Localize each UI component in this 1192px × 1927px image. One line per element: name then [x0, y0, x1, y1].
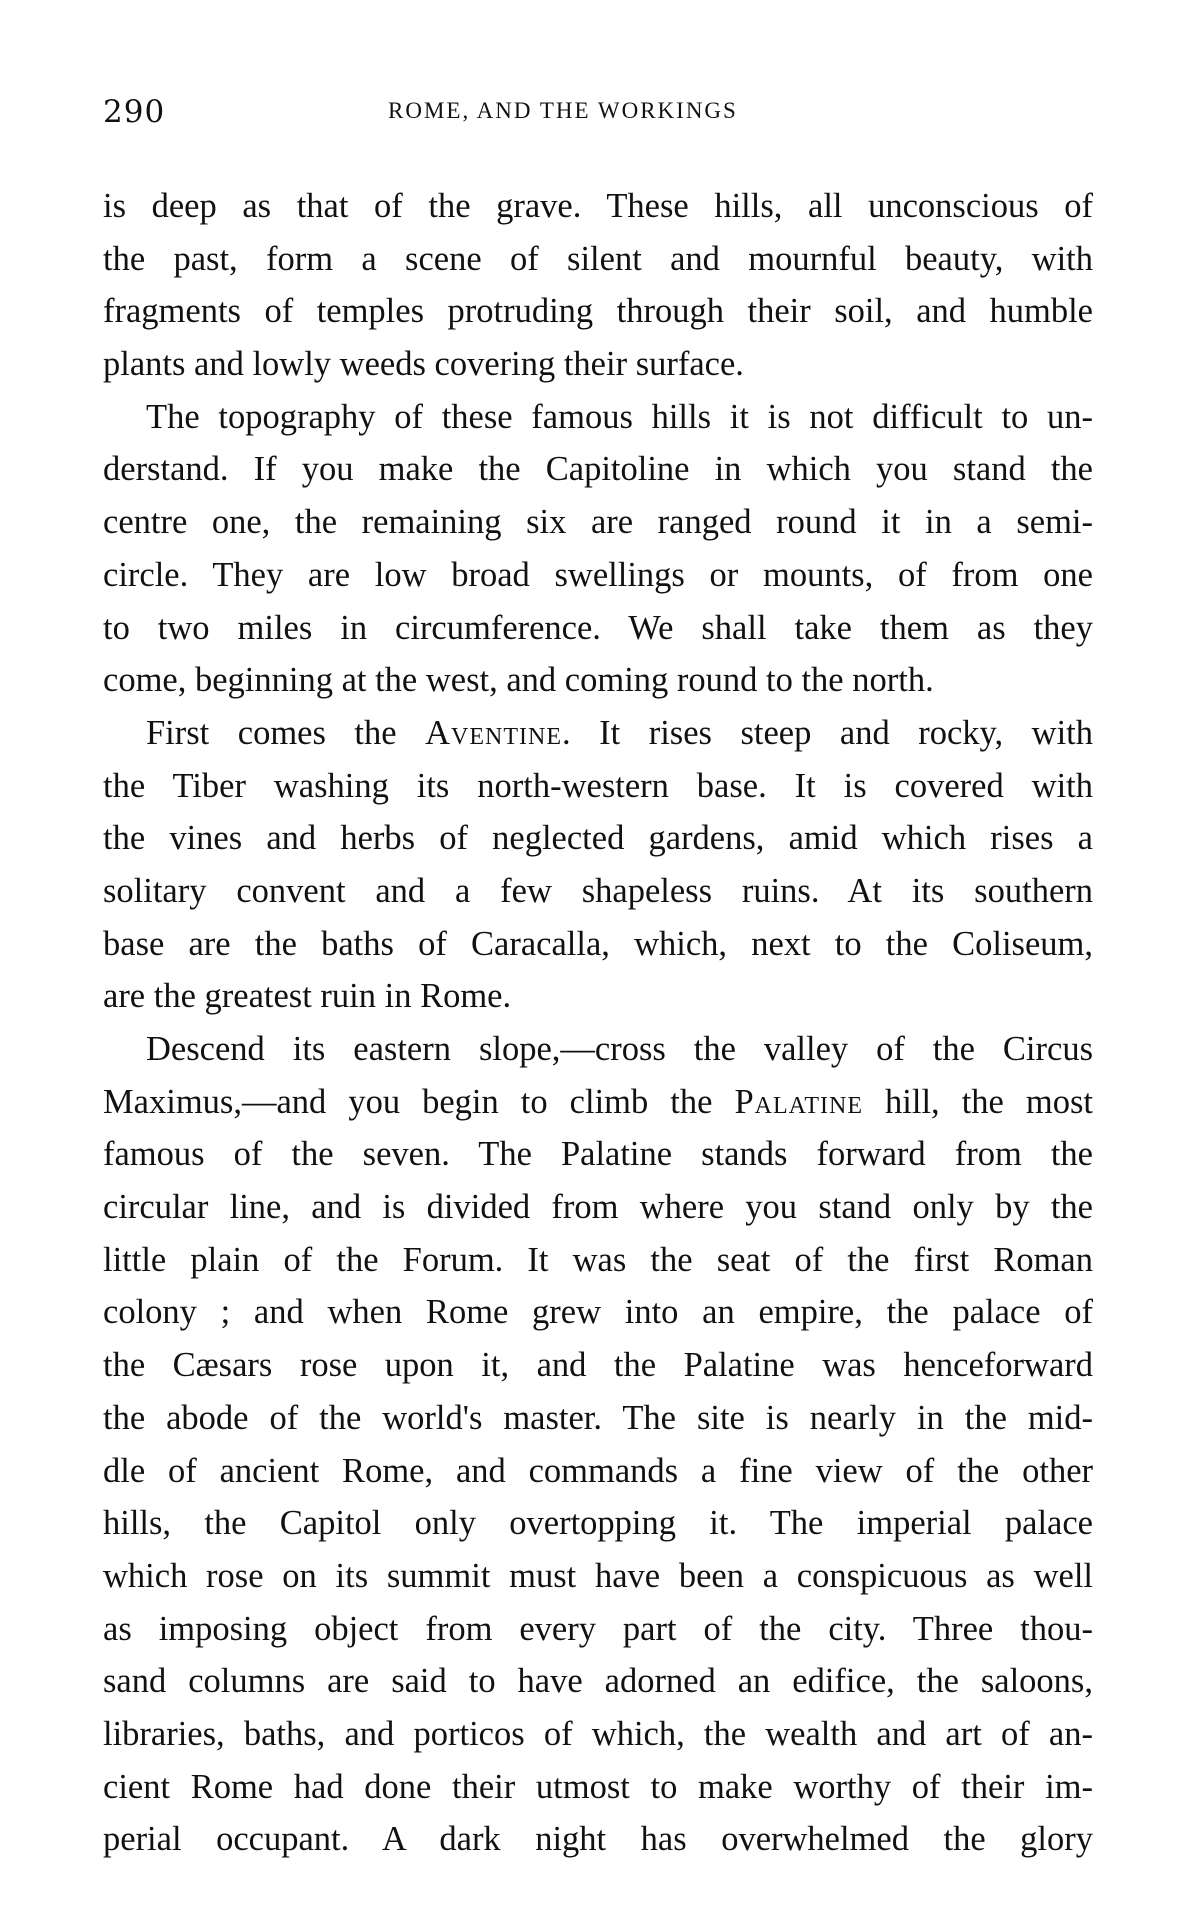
text-line: derstand. If you make the Capitoline in which you stand the [103, 450, 1093, 489]
text-line: hills, the Capitol only overtopping it. The imperial palace [103, 1504, 1093, 1543]
text-line: are the greatest ruin in Rome. [103, 977, 512, 1016]
text-line: circular line, and is divided from where you stand only by the [103, 1188, 1093, 1227]
text-line: Descend its eastern slope,—cross the valley of the Circus [146, 1030, 1093, 1068]
text-run: hill, the most [862, 1082, 1093, 1121]
text-line: base are the baths of Caracalla, which, next to the Coliseum, [103, 924, 1093, 963]
text-line: to two miles in circumference. We shall take them as they [103, 608, 1093, 647]
text-line: perial occupant. A dark night has overwhelmed the glory [103, 1820, 1093, 1859]
text-line: solitary convent and a few shapeless ruins. At its southern [103, 871, 1093, 910]
text-line: centre one, the remaining six are ranged round it in a semi- [103, 503, 1093, 542]
body-text [103, 180, 1093, 1866]
text-line: cient Rome had done their utmost to make worthy of their im- [103, 1767, 1093, 1806]
text-run: First comes the [146, 713, 426, 752]
text-line: circle. They are low broad swellings or mounts, of from one [103, 555, 1093, 594]
text-line: dle of ancient Rome, and commands a fine view of the other [103, 1451, 1093, 1490]
text-line: which rose on its summit must have been a conspicuous as well [103, 1556, 1093, 1595]
text-line: the Cæsars rose upon it, and the Palatine was henceforward [103, 1346, 1093, 1385]
page-number: 290 [103, 94, 166, 130]
text-line: the Tiber washing its north-western base. It is covered with [103, 766, 1093, 805]
text-line: fragments of temples protruding through their soil, and humble [103, 292, 1093, 331]
text-line [103, 707, 1093, 760]
text-line: sand columns are said to have adorned an edifice, the saloons, [103, 1662, 1093, 1701]
text-line: The topography of these famous hills it is not difficult to un- [146, 397, 1093, 436]
running-head [103, 88, 1093, 138]
text-line: the past, form a scene of silent and mournful beauty, with [103, 239, 1093, 278]
text-line [103, 1076, 1093, 1129]
hill-name-aventine: Aventine [425, 713, 562, 752]
hill-name-palatine: Palatine [734, 1082, 863, 1121]
text-line: the vines and herbs of neglected gardens, amid which rises a [103, 819, 1093, 858]
text-line: famous of the seven. The Palatine stands forward from the [103, 1135, 1093, 1174]
running-title: ROME, AND THE WORKINGS [388, 98, 738, 123]
text-line: as imposing object from every part of the city. Three thou- [103, 1609, 1093, 1648]
text-line: the abode of the world's master. The site is nearly in the mid- [103, 1398, 1093, 1437]
text-line: little plain of the Forum. It was the seat of the first Roman [103, 1240, 1093, 1279]
text-line: is deep as that of the grave. These hills, all unconscious of [103, 187, 1093, 225]
text-line: colony ; and when Rome grew into an empire, the palace of [103, 1293, 1093, 1332]
text-line: come, beginning at the west, and coming round to the north. [103, 661, 934, 700]
text-line: plants and lowly weeds covering their surface. [103, 345, 744, 384]
text-line: libraries, baths, and porticos of which, the wealth and art of an- [103, 1714, 1093, 1753]
text-run: Maximus,—and you begin to climb the [103, 1082, 735, 1121]
text-run: . It rises steep and rocky, with [562, 713, 1093, 752]
